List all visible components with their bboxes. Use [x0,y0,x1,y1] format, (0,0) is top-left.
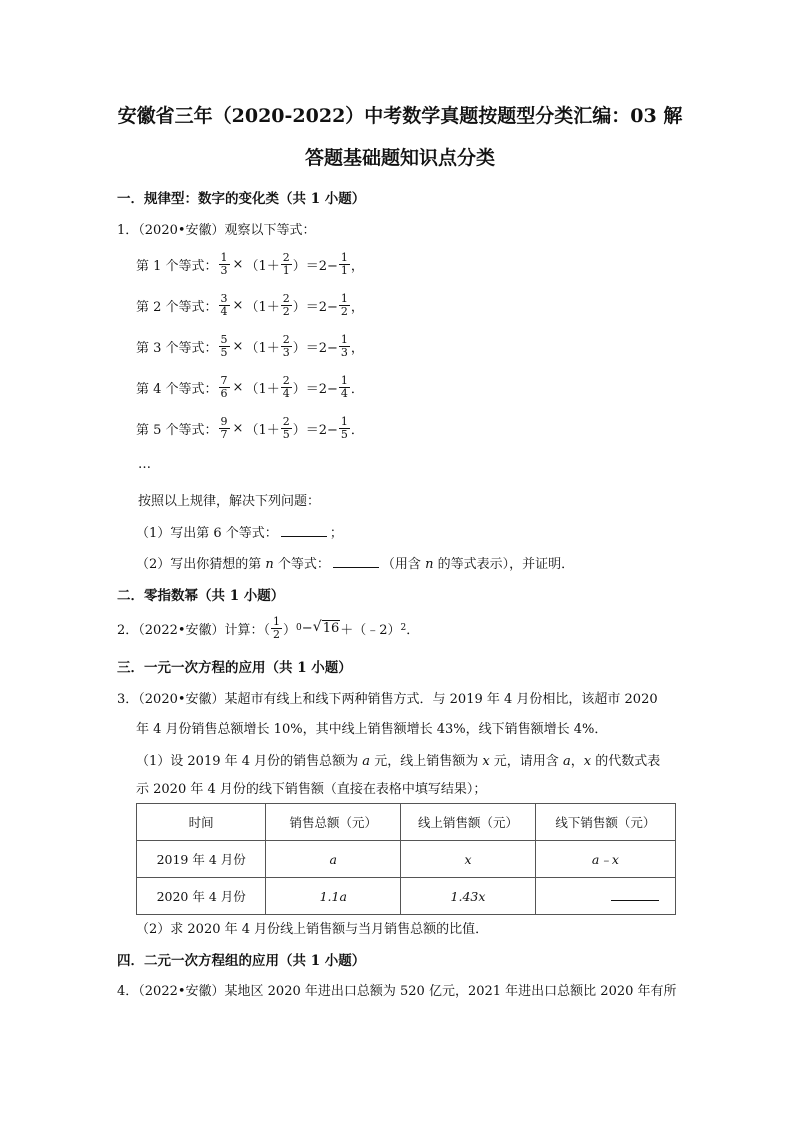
fraction-denominator: 2 [273,627,281,641]
document-title-line-1: 安徽省三年（2020-2022）中考数学真题按题型分类汇编：03 解 [117,105,683,127]
fraction-denominator: 1 [282,263,290,277]
table-row [137,841,676,878]
equation-label: 第 3 个等式： [136,340,218,356]
variable-n: n [265,557,274,572]
close-bracket: ）＝2− [292,381,338,397]
q3-p1-text-c: 元，请用含 [489,754,563,769]
table-row [137,878,676,915]
question-3-part-1-line-2: 示 2020 年 4 月份的线下销售额（直接在表格中填写结果）； [136,782,487,797]
question-1-intro: 1．（2020•安徽）观察以下等式： [117,223,316,238]
open-bracket: （1＋ [245,258,280,274]
fraction-numerator: 5 [220,332,228,346]
question-2-prefix: 2．（2022•安徽）计算：（ [117,622,271,638]
close-bracket: ）＝2− [292,422,338,438]
close-bracket: ）＝2− [292,299,338,315]
table-cell [266,878,401,915]
equation-row [136,369,364,405]
equation-label: 第 1 个等式： [136,258,218,274]
fraction-denominator: 3 [220,263,228,277]
q3-p1-text-e: 的代数式表 [591,754,661,769]
q3-p1-text-a: （1）设 2019 年 4 月份的销售总额为 [136,754,363,769]
equation-end: ， [350,258,364,274]
table-cell [535,878,675,915]
section-heading-1: 一．规律型：数字的变化类（共 1 小题） [117,191,366,207]
fraction-denominator: 5 [340,427,348,441]
section-heading-4: 四．二元一次方程组的应用（共 1 小题） [117,953,366,969]
question-2-end: ． [406,622,420,638]
equation-end: ． [350,422,364,438]
fraction-denominator: 6 [220,386,228,400]
fraction-numerator: 7 [220,373,228,387]
part-2-text-b: 个等式： [273,557,330,572]
table-header: 线下销售额（元） [535,804,675,841]
times-sign: × [232,256,244,272]
fraction-numerator: 3 [220,291,228,305]
question-2: 2．（2022•安徽）计算：（ $\frac{1}{2}$ ） 0 − √ 16 ＋（﹣2） 2 ． [117,614,420,641]
fraction-one-half [271,616,282,641]
fraction-numerator: 1 [340,373,348,387]
table-cell [401,878,536,915]
cell-value: a﹣x [591,852,619,867]
table-cell [266,841,401,878]
equation-label: 第 5 个等式： [136,422,218,438]
fraction-inner [281,375,292,400]
part-1-text: （1）写出第 6 个等式： [136,526,278,541]
variable-n-2: n [425,557,434,572]
plus-part: ＋（﹣2） [340,622,401,638]
variable-x: x [482,754,490,769]
question-1-instruction: 按照以上规律，解决下列问题： [138,494,321,509]
fraction-right [339,252,350,277]
open-bracket: （1＋ [245,299,280,315]
equation-end: ， [350,340,364,356]
fraction-numerator: 2 [282,250,290,264]
fraction-right [339,416,350,441]
equation-row [136,287,364,323]
equation-label: 第 2 个等式： [136,299,218,315]
fraction-inner [281,293,292,318]
table-header-row [137,804,676,841]
fraction-right [339,293,350,318]
question-3-line-2: 年 4 月份销售总额增长 10%，其中线上销售额增长 43%，线下销售额增长 4%． [136,722,608,737]
fraction-inner [281,252,292,277]
answer-blank-1[interactable] [281,524,327,537]
fraction-left [219,375,230,400]
cell-value: 1.1a [319,888,347,904]
fraction-left [219,334,230,359]
cell-value: a [329,851,337,867]
section-heading-3: 三．一元一次方程的应用（共 1 小题） [117,660,352,676]
fraction-numerator: 2 [282,332,290,346]
fraction-numerator: 2 [282,291,290,305]
fraction-denominator: 4 [282,386,290,400]
question-3-part-2: （2）求 2020 年 4 月份线上销售额与当月销售总额的比值． [136,922,489,937]
cell-value: 1.43x [450,888,486,904]
part-2-text-c: （用含 [381,557,426,572]
square-root: √ 16 [312,618,340,636]
fraction-denominator: 3 [340,345,348,359]
open-bracket: （1＋ [245,381,280,397]
table-cell: 2020 年 4 月份 [137,878,266,915]
times-sign: × [232,297,244,313]
close-bracket: ）＝2− [292,258,338,274]
fraction-numerator: 1 [340,332,348,346]
question-3-part-1 [136,750,660,769]
fraction-right [339,334,350,359]
table-cell [401,841,536,878]
fraction-denominator: 2 [282,304,290,318]
radicand: 16 [322,620,340,636]
table-header: 销售总额（元） [266,804,401,841]
exponent-zero: 0 [296,623,302,633]
part-2-text-d: 的等式表示），并证明． [433,557,575,572]
fraction-right [339,375,350,400]
fraction-denominator: 2 [340,304,348,318]
equation-label: 第 4 个等式： [136,381,218,397]
question-1-part-1 [136,522,343,541]
question-3-line-1: 3．（2020•安徽）某超市有线上和线下两种销售方式．与 2019 年 4 月份相比，该超市 2020 [117,692,658,707]
fraction-numerator: 1 [340,250,348,264]
times-sign: × [232,338,244,354]
question-1-part-2 [136,553,574,572]
fraction-denominator: 5 [282,427,290,441]
close-bracket: ）＝2− [292,340,338,356]
fraction-numerator: 9 [220,414,228,428]
table-cell [535,841,675,878]
variable-a: a [362,754,371,769]
fraction-denominator: 5 [220,345,228,359]
equation-row [136,328,364,364]
fraction-numerator: 2 [282,373,290,387]
table-cell: 2019 年 4 月份 [137,841,266,878]
fraction-numerator: 1 [340,291,348,305]
times-sign: × [232,379,244,395]
equation-end: ． [350,381,364,397]
fraction-numerator: 1 [220,250,228,264]
equation-row [136,410,364,446]
question-4-line-1: 4．（2022•安徽）某地区 2020 年进出口总额为 520 亿元，2021 年进出口总额比 2020 年有所 [117,984,677,999]
equation-end: ， [350,299,364,315]
q3-p1-text-d: ， [570,754,584,769]
answer-blank-2[interactable] [333,555,379,568]
ellipsis: … [138,457,151,472]
table-header: 时间 [137,804,266,841]
fraction-denominator: 4 [340,386,348,400]
fraction-denominator: 7 [220,427,228,441]
document-title-line-2: 答题基础题知识点分类 [304,147,495,169]
fraction-left [219,293,230,318]
fraction-numerator: 2 [282,414,290,428]
cell-value: x [464,851,472,867]
fraction-denominator: 3 [282,345,290,359]
sales-table [136,803,676,915]
section-heading-2: 二．零指数幂（共 1 小题） [117,588,285,604]
equation-row [136,246,364,282]
variable-a-2: a [562,754,571,769]
open-bracket: （1＋ [245,340,280,356]
q3-p1-text-b: 元，线上销售额为 [370,754,483,769]
fraction-numerator: 1 [273,614,281,628]
table-header: 线上销售额（元） [401,804,536,841]
fraction-denominator: 4 [220,304,228,318]
part-1-end: ； [329,526,343,541]
answer-blank-table[interactable] [611,888,659,901]
fraction-left [219,416,230,441]
fraction-denominator: 1 [340,263,348,277]
open-bracket: （1＋ [245,422,280,438]
fraction-inner [281,334,292,359]
fraction-left [219,252,230,277]
part-2-text-a: （2）写出你猜想的第 [136,557,266,572]
fraction-inner [281,416,292,441]
exponent-two: 2 [400,623,407,633]
times-sign: × [232,420,244,436]
fraction-numerator: 1 [340,414,348,428]
variable-x-2: x [583,754,592,769]
minus-sign: − [301,620,313,636]
